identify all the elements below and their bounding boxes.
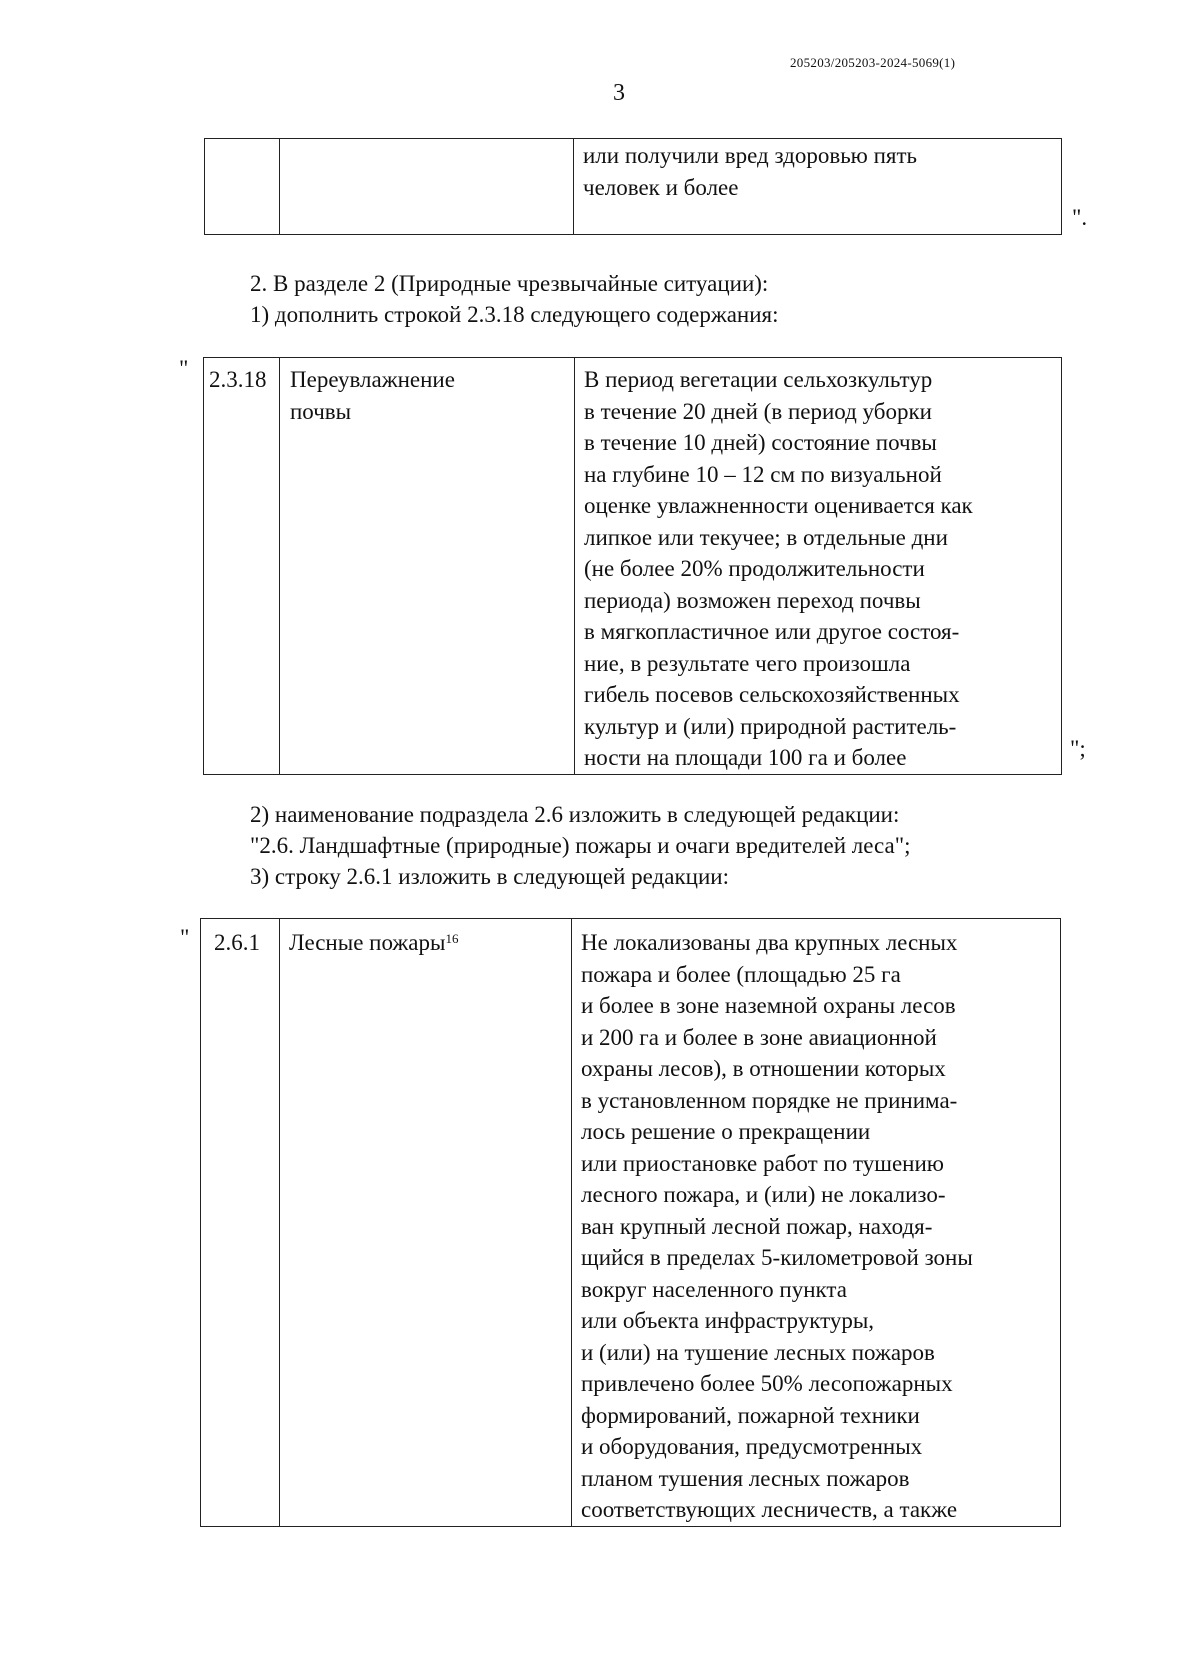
criteria-line: щийся в пределах 5-километровой зоны xyxy=(581,1245,973,1270)
closing-quote: ". xyxy=(1072,205,1088,230)
criteria-line: человек и более xyxy=(583,174,739,200)
criteria-line: периода) возможен переход почвы xyxy=(584,587,921,613)
criteria-line: оценке увлажненности оценивается как xyxy=(584,493,973,518)
criteria-line: Не локализованы два крупных лесных xyxy=(581,930,958,955)
table-cell-name xyxy=(280,919,572,1527)
criteria-line: в установленном порядке не принима- xyxy=(581,1087,958,1113)
paragraph-row-edit: 3) строку 2.6.1 изложить в следующей редакции: xyxy=(250,864,729,889)
criteria-line: (не более 20% продолжительности xyxy=(584,556,925,581)
table-cell-code xyxy=(204,358,280,775)
table-cell-criteria xyxy=(572,919,1061,1527)
table-row xyxy=(205,139,1062,235)
criteria-line: в течение 10 дней) состояние почвы xyxy=(584,430,937,455)
table-cell-name xyxy=(280,139,574,235)
criteria-line: ван крупный лесной пожар, находя- xyxy=(581,1213,933,1239)
table-cell-criteria xyxy=(574,139,1062,235)
paragraph-new-title: "2.6. Ландшафтные (природные) пожары и очаги вредителей леса"; xyxy=(250,833,911,858)
paragraph-add-row: 1) дополнить строкой 2.3.18 следующего содержания: xyxy=(250,302,779,327)
opening-quote: " xyxy=(179,356,189,381)
row-code: 2.3.18 xyxy=(209,367,267,392)
row-code: 2.6.1 xyxy=(214,930,260,955)
criteria-line: привлечено более 50% лесопожарных xyxy=(581,1371,953,1396)
criteria-line: культур и (или) природной раститель- xyxy=(584,713,957,739)
criteria-line: ние, в результате чего произошла xyxy=(584,650,911,676)
paragraph-subsection-title: 2) наименование подраздела 2.6 изложить в следующей редакции: xyxy=(250,802,900,827)
table-row xyxy=(201,919,1061,1527)
paragraph-section-2: 2. В разделе 2 (Природные чрезвычайные ситуации): xyxy=(250,271,769,296)
criteria-line: В период вегетации сельхозкультур xyxy=(584,367,933,392)
closing-quote: "; xyxy=(1070,736,1086,761)
table-row-2-3-18 xyxy=(203,357,1062,775)
table-cell-criteria xyxy=(575,358,1062,775)
criteria-line: гибель посевов сельскохозяйственных xyxy=(584,682,960,707)
criteria-line: охраны лесов), в отношении которых xyxy=(581,1056,946,1081)
name-line: Переувлажнение xyxy=(290,367,455,392)
opening-quote: " xyxy=(180,925,190,950)
table-row-2-6-1 xyxy=(200,918,1061,1527)
criteria-line: планом тушения лесных пожаров xyxy=(581,1465,910,1491)
criteria-line: или приостановке работ по тушению xyxy=(581,1150,944,1176)
criteria-line: липкое или текучее; в отдельные дни xyxy=(584,524,948,550)
criteria-line: и оборудования, предусмотренных xyxy=(581,1434,923,1459)
criteria-line: и (или) на тушение лесных пожаров xyxy=(581,1339,935,1365)
criteria-line: пожара и более (площадью 25 га xyxy=(581,961,901,987)
criteria-line: и более в зоне наземной охраны лесов xyxy=(581,993,956,1018)
criteria-line: или получили вред здоровью пять xyxy=(583,143,918,168)
name-line: почвы xyxy=(290,398,352,424)
row-name: Лесные пожары xyxy=(289,930,446,955)
criteria-line: лесного пожара, и (или) не локализо- xyxy=(581,1182,946,1207)
criteria-line: ности на площади 100 га и более xyxy=(584,745,907,770)
criteria-line: на глубине 10 – 12 см по визуальной xyxy=(584,461,942,487)
criteria-line: формирований, пожарной техники xyxy=(581,1402,920,1428)
criteria-line: или объекта инфраструктуры, xyxy=(581,1308,875,1333)
footnote-marker: 16 xyxy=(445,931,459,946)
criteria-line: в мягкопластичное или другое состоя- xyxy=(584,619,960,644)
criteria-line: в течение 20 дней (в период уборки xyxy=(584,398,932,424)
table-cell-code xyxy=(205,139,280,235)
table-cell-code xyxy=(201,919,280,1527)
table-row xyxy=(204,358,1062,775)
criteria-line: и 200 га и более в зоне авиационной xyxy=(581,1024,937,1050)
criteria-line: соответствующих лесничеств, а также xyxy=(581,1497,958,1522)
criteria-line: вокруг населенного пункта xyxy=(581,1276,847,1302)
table-cell-name xyxy=(280,358,575,775)
criteria-line: лось решение о прекращении xyxy=(581,1119,871,1144)
table-continuation xyxy=(204,138,1062,235)
page-number: 3 xyxy=(613,80,625,106)
document-number: 205203/205203-2024-5069(1) xyxy=(790,55,956,70)
